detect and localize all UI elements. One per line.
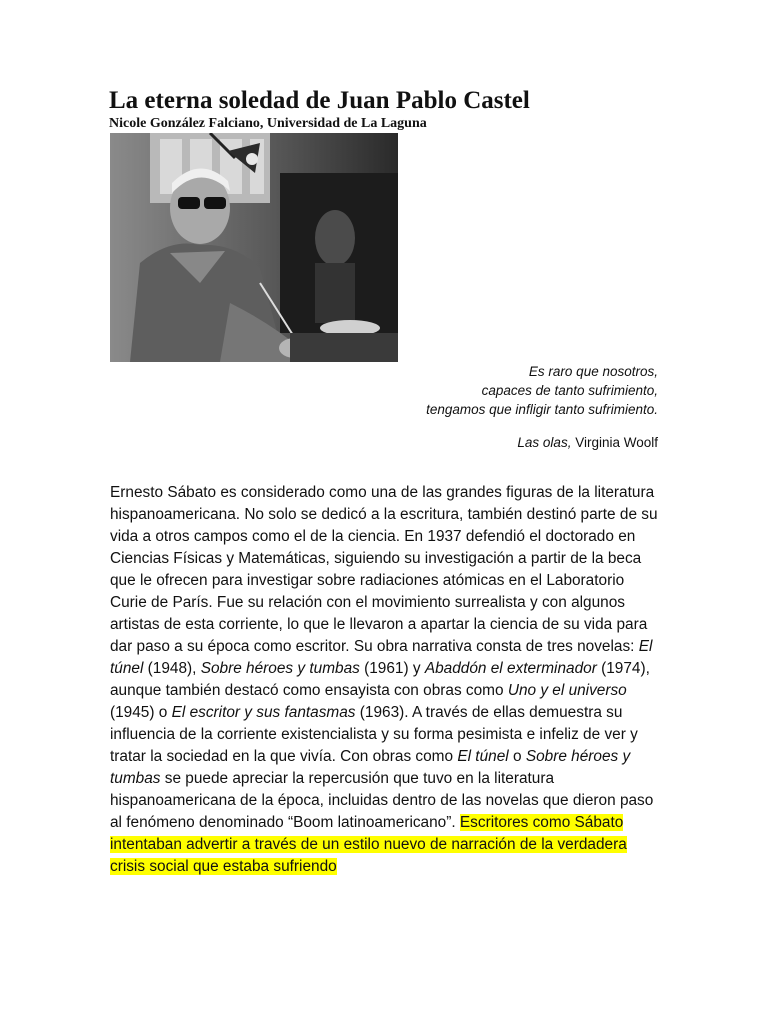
author-photo-illustration (110, 133, 398, 362)
body-text-segment: (1961) y (359, 660, 425, 677)
author-photo (110, 133, 398, 362)
work-title: Sobre héroes y tumbas (110, 748, 631, 787)
body-text-segment: (1963). A través de ellas demuestra su influencia de la corriente existencialista y su forma pesimista e infeliz de ver y tratar la sociedad en la que vivía. Con obras como (110, 704, 638, 765)
work-title: El escritor y sus fantasmas (171, 704, 356, 721)
body-text-segment: (1945) o (110, 704, 172, 721)
article-title: La eterna soledad de Juan Pablo Castel (109, 87, 530, 114)
work-title: El túnel (457, 748, 509, 765)
epigraph-source-author: Virginia Woolf (571, 435, 658, 450)
epigraph (426, 362, 658, 452)
epigraph-line: capaces de tanto sufrimiento, (481, 383, 658, 398)
body-text-segment: Ernesto Sábato es considerado como una de las grandes figuras de la literatura hispanoamericana. No solo se dedicó a la escritura, también destinó parte de su vida a otros campos como el de la ciencia. En 1937 defendió el doctorado en Ciencias Físicas y Matemáticas, siguiendo su investigación a partir de la beca que le ofrecen para investigar sobre radiaciones atómicas en el Laboratorio Curie de París. Fue su relación con el movimiento surrealista y con algunos artistas de esta corriente, lo que le llevaron a apartar la ciencia de su vida para dar paso a su época como escritor. Su obra narrativa consta de tres novelas: (110, 484, 658, 655)
work-title: Abaddón el exterminador (424, 660, 597, 677)
body-text-segment: o (508, 748, 526, 765)
body-text-segment: se puede apreciar la repercusión que tuvo en la literatura hispanoamericana de la época, incluidas dentro de las novelas que dieron paso al fenómeno denominado “Boom latinoamericano”. (110, 770, 654, 831)
work-title: Uno y el universo (507, 682, 627, 699)
body-text-segment: (1974), aunque también destacó como ensayista con obras como (110, 660, 650, 699)
highlighted-text: Escritores como Sábato intentaban advertir a través de un estilo nuevo de narración de la verdadera crisis social que estaba sufriendo (110, 814, 627, 875)
work-title: El túnel (110, 638, 653, 677)
epigraph-source (426, 433, 658, 452)
epigraph-line: Es raro que nosotros, (528, 364, 658, 379)
epigraph-line: tengamos que infligir tanto sufrimiento. (426, 402, 658, 417)
epigraph-source-work: Las olas, (517, 435, 572, 450)
article-author: Nicole González Falciano, Universidad de La Laguna (109, 116, 427, 131)
work-title: Sobre héroes y tumbas (200, 660, 360, 677)
body-paragraph (110, 482, 662, 878)
body-text-segment: (1948), (143, 660, 201, 677)
